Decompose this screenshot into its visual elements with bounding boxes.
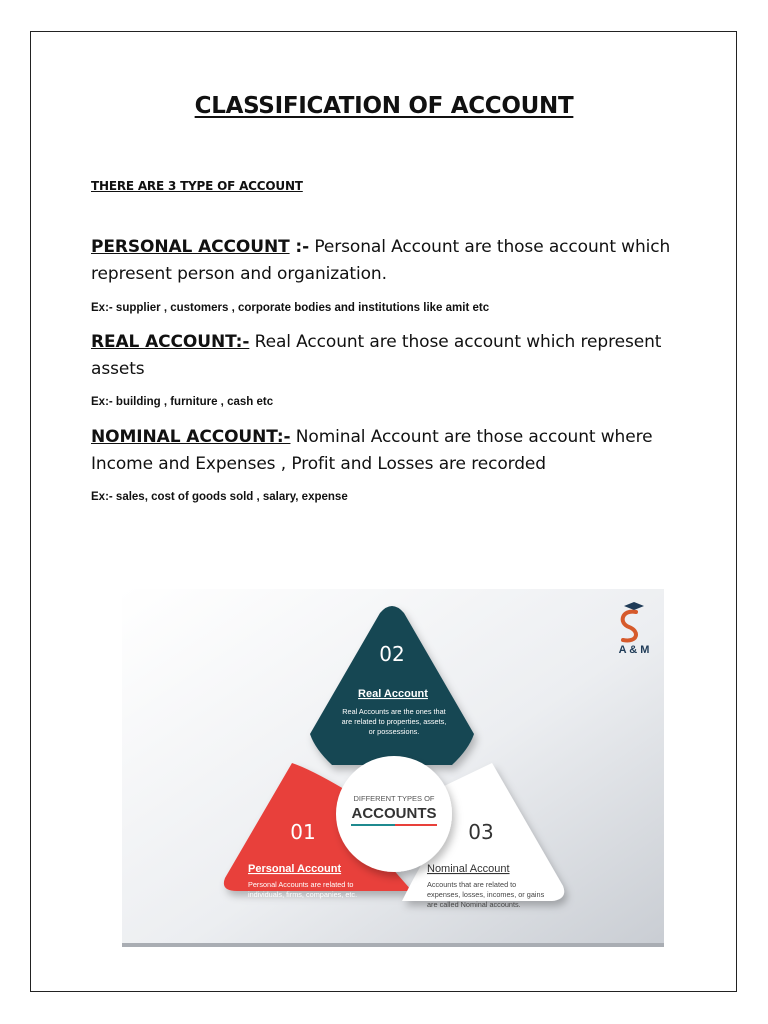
intro-heading: THERE ARE 3 TYPE OF ACCOUNT xyxy=(91,179,303,193)
personal-account-description: Personal Account are those account which represent person and organization. xyxy=(91,237,671,284)
nominal-account-term: NOMINAL ACCOUNT:- xyxy=(91,427,291,447)
nominal-account-definition xyxy=(91,424,671,478)
center-small-label: DIFFERENT TYPES OF xyxy=(353,794,435,803)
center-accent-underline-red xyxy=(395,824,437,826)
personal-account-definition xyxy=(91,234,671,288)
center-accent-underline-teal xyxy=(351,824,395,826)
real-account-number: 02 xyxy=(379,642,405,666)
real-account-heading: Real Account xyxy=(358,688,428,700)
nominal-account-desc-line-1: Accounts that are related to xyxy=(427,880,517,889)
infographic-bottom-shadow xyxy=(122,943,664,947)
real-account-desc-line-3: or possessions. xyxy=(368,727,420,736)
logo-text: A & M xyxy=(618,644,650,656)
real-account-term: REAL ACCOUNT:- xyxy=(91,332,250,352)
nominal-account-desc-line-3: are called Nominal accounts. xyxy=(427,900,521,909)
nominal-account-desc-line-2: expenses, losses, incomes, or gains xyxy=(427,890,545,899)
nominal-account-example: Ex:- sales, cost of goods sold , salary, expense xyxy=(91,491,348,503)
personal-account-number: 01 xyxy=(290,820,316,844)
personal-account-heading: Personal Account xyxy=(248,863,342,875)
center-big-label: ACCOUNTS xyxy=(351,805,437,822)
personal-account-desc-line-1: Personal Accounts are related to xyxy=(248,880,354,889)
real-account-desc-line-1: Real Accounts are the ones that xyxy=(342,707,446,716)
real-account-example: Ex:- building , furniture , cash etc xyxy=(91,396,274,408)
nominal-account-number: 03 xyxy=(468,820,494,844)
nominal-account-description: Nominal Account are those account where Income and Expenses , Profit and Losses are recorded xyxy=(91,427,653,474)
personal-account-example: Ex:- supplier , customers , corporate bodies and institutions like amit etc xyxy=(91,302,490,314)
real-account-description: Real Account are those account which represent assets xyxy=(91,332,662,379)
personal-account-desc-line-2: individuals, firms, companies, etc. xyxy=(248,890,358,899)
personal-account-term: PERSONAL ACCOUNT xyxy=(91,237,290,257)
document-title: CLASSIFICATION OF ACCOUNT xyxy=(194,93,574,119)
real-account-desc-line-2: are related to properties, assets, xyxy=(341,717,447,726)
nominal-account-heading: Nominal Account xyxy=(427,863,510,875)
personal-account-separator: :- xyxy=(289,237,310,257)
account-types-infographic xyxy=(122,589,664,947)
real-account-definition xyxy=(91,329,671,383)
